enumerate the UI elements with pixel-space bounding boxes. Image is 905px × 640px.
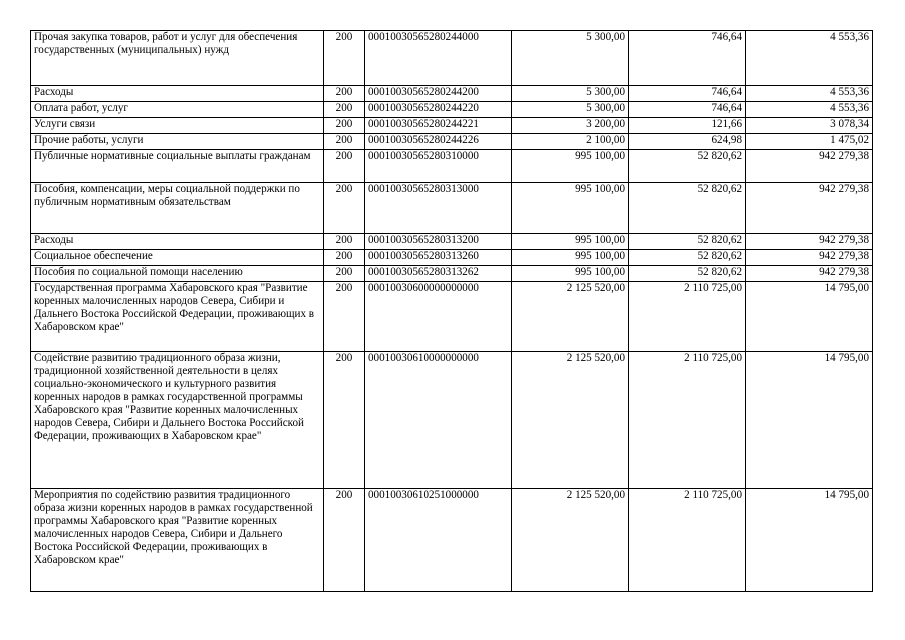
row-name-cell: Мероприятия по содействию развития традиционного образа жизни коренных народов в рамках государственной программы Хабаровского края "Развитие коренных малочисленных народов Севера, Сибири и Дальнего Востока Российской Федерации, проживающих в Хабаровском крае" xyxy=(31,489,324,592)
row-kbk-cell: 00010030610251000000 xyxy=(365,489,512,592)
table-row xyxy=(31,118,873,134)
row-kbk-cell: 00010030565280244000 xyxy=(365,31,512,86)
table-row xyxy=(31,86,873,102)
row-name-cell: Пособия, компенсации, меры социальной поддержки по публичным нормативным обязательствам xyxy=(31,183,324,234)
row-unexecuted-cell: 14 795,00 xyxy=(746,489,873,592)
table-row xyxy=(31,266,873,282)
row-code-cell: 200 xyxy=(324,118,365,134)
table-row xyxy=(31,250,873,266)
row-kbk-cell: 00010030565280313000 xyxy=(365,183,512,234)
table-row xyxy=(31,150,873,183)
row-name-cell: Государственная программа Хабаровского края "Развитие коренных малочисленных народов Севера, Сибири и Дальнего Востока Российской Федерации, проживающих в Хабаровском крае" xyxy=(31,282,324,352)
table-row xyxy=(31,352,873,489)
row-approved-cell: 995 100,00 xyxy=(512,234,629,250)
row-approved-cell: 2 125 520,00 xyxy=(512,352,629,489)
row-name-cell: Пособия по социальной помощи населению xyxy=(31,266,324,282)
row-code-cell: 200 xyxy=(324,150,365,183)
row-unexecuted-cell: 1 475,02 xyxy=(746,134,873,150)
row-code-cell: 200 xyxy=(324,282,365,352)
row-name-cell: Расходы xyxy=(31,86,324,102)
row-kbk-cell: 00010030565280313262 xyxy=(365,266,512,282)
row-executed-cell: 52 820,62 xyxy=(629,150,746,183)
table-row xyxy=(31,134,873,150)
table-row xyxy=(31,183,873,234)
row-executed-cell: 624,98 xyxy=(629,134,746,150)
table-row xyxy=(31,234,873,250)
row-code-cell: 200 xyxy=(324,234,365,250)
row-unexecuted-cell: 14 795,00 xyxy=(746,282,873,352)
row-code-cell: 200 xyxy=(324,134,365,150)
row-approved-cell: 5 300,00 xyxy=(512,31,629,86)
row-unexecuted-cell: 942 279,38 xyxy=(746,266,873,282)
row-unexecuted-cell: 4 553,36 xyxy=(746,86,873,102)
budget-execution-table xyxy=(30,30,873,592)
row-approved-cell: 995 100,00 xyxy=(512,266,629,282)
row-approved-cell: 2 125 520,00 xyxy=(512,489,629,592)
row-unexecuted-cell: 14 795,00 xyxy=(746,352,873,489)
row-executed-cell: 52 820,62 xyxy=(629,266,746,282)
row-unexecuted-cell: 942 279,38 xyxy=(746,250,873,266)
row-name-cell: Прочие работы, услуги xyxy=(31,134,324,150)
row-name-cell: Прочая закупка товаров, работ и услуг для обеспечения государственных (муниципальных) нужд xyxy=(31,31,324,86)
row-code-cell: 200 xyxy=(324,250,365,266)
table-row xyxy=(31,489,873,592)
row-executed-cell: 2 110 725,00 xyxy=(629,352,746,489)
row-code-cell: 200 xyxy=(324,352,365,489)
row-executed-cell: 746,64 xyxy=(629,86,746,102)
row-kbk-cell: 00010030565280244226 xyxy=(365,134,512,150)
row-unexecuted-cell: 942 279,38 xyxy=(746,183,873,234)
row-kbk-cell: 00010030565280313200 xyxy=(365,234,512,250)
row-name-cell: Оплата работ, услуг xyxy=(31,102,324,118)
row-kbk-cell: 00010030600000000000 xyxy=(365,282,512,352)
row-approved-cell: 995 100,00 xyxy=(512,250,629,266)
row-name-cell: Услуги связи xyxy=(31,118,324,134)
row-approved-cell: 2 100,00 xyxy=(512,134,629,150)
row-unexecuted-cell: 3 078,34 xyxy=(746,118,873,134)
row-executed-cell: 121,66 xyxy=(629,118,746,134)
row-kbk-cell: 00010030565280244221 xyxy=(365,118,512,134)
row-kbk-cell: 00010030565280244200 xyxy=(365,86,512,102)
row-unexecuted-cell: 4 553,36 xyxy=(746,31,873,86)
budget-report-sheet xyxy=(30,30,873,592)
row-name-cell: Социальное обеспечение xyxy=(31,250,324,266)
row-code-cell: 200 xyxy=(324,266,365,282)
row-executed-cell: 746,64 xyxy=(629,102,746,118)
row-kbk-cell: 00010030565280244220 xyxy=(365,102,512,118)
row-unexecuted-cell: 942 279,38 xyxy=(746,150,873,183)
row-approved-cell: 5 300,00 xyxy=(512,102,629,118)
row-name-cell: Расходы xyxy=(31,234,324,250)
row-kbk-cell: 00010030565280313260 xyxy=(365,250,512,266)
row-approved-cell: 2 125 520,00 xyxy=(512,282,629,352)
table-row xyxy=(31,102,873,118)
row-executed-cell: 2 110 725,00 xyxy=(629,282,746,352)
row-executed-cell: 52 820,62 xyxy=(629,183,746,234)
row-code-cell: 200 xyxy=(324,31,365,86)
row-approved-cell: 995 100,00 xyxy=(512,183,629,234)
row-executed-cell: 2 110 725,00 xyxy=(629,489,746,592)
row-approved-cell: 995 100,00 xyxy=(512,150,629,183)
row-name-cell: Содействие развитию традиционного образа жизни, традиционной хозяйственной деятельности в целях социально-экономического и культурного развития коренных народов в рамках государственной программы Хабаровского края "Развитие коренных малочисленных народов Севера, Сибири и Дальнего Востока Российской Федерации, проживающих в Хабаровском крае" xyxy=(31,352,324,489)
row-name-cell: Публичные нормативные социальные выплаты гражданам xyxy=(31,150,324,183)
table-row xyxy=(31,31,873,86)
row-unexecuted-cell: 942 279,38 xyxy=(746,234,873,250)
row-code-cell: 200 xyxy=(324,489,365,592)
row-kbk-cell: 00010030565280310000 xyxy=(365,150,512,183)
row-executed-cell: 746,64 xyxy=(629,31,746,86)
row-approved-cell: 5 300,00 xyxy=(512,86,629,102)
row-executed-cell: 52 820,62 xyxy=(629,234,746,250)
row-approved-cell: 3 200,00 xyxy=(512,118,629,134)
row-executed-cell: 52 820,62 xyxy=(629,250,746,266)
row-code-cell: 200 xyxy=(324,183,365,234)
row-unexecuted-cell: 4 553,36 xyxy=(746,102,873,118)
row-kbk-cell: 00010030610000000000 xyxy=(365,352,512,489)
row-code-cell: 200 xyxy=(324,102,365,118)
table-row xyxy=(31,282,873,352)
row-code-cell: 200 xyxy=(324,86,365,102)
